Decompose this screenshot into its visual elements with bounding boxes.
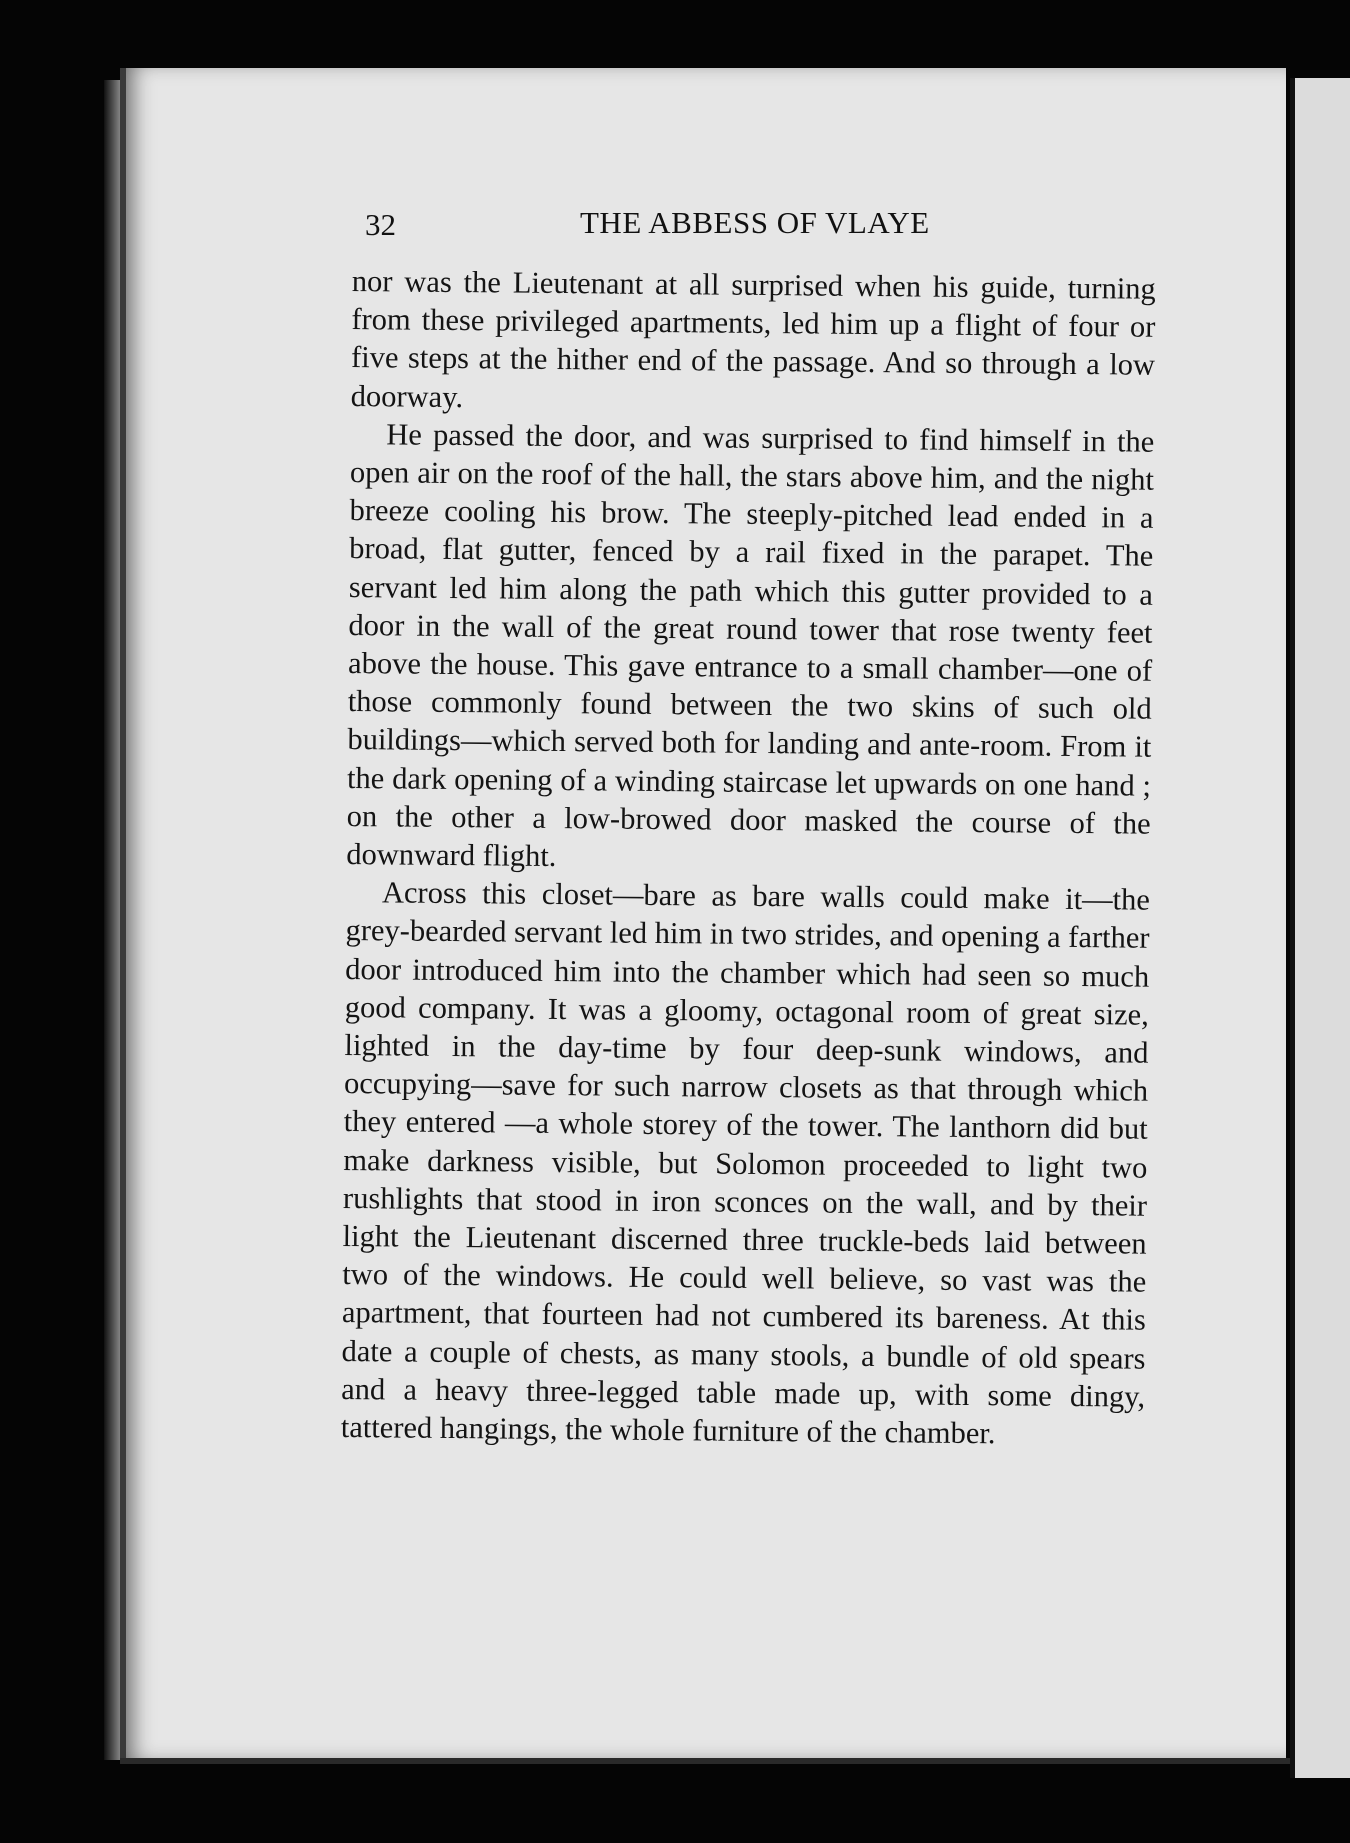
page-bottom-edge [120,1758,1290,1764]
paragraph: Across this closet—bare as bare walls could make it—the grey-bearded servant led him in two strides, and opening a farther door introduced him into the chamber which had seen so much good company. It was a gloomy, octagonal room of great size, lighted in the day-time by four deep-sunk windows, and occupying—save for such narrow closets as that through which they entered —a whole storey of the tower. The lanthorn did but make darkness visible, but Solomon proceeded to light two rushlights that stood in iron sconces on the wall, and by their light the Lieutenant discerned three truckle-beds laid between two of the windows. He could well believe, so vast was the apartment, that fourteen had not cumbered its bareness. At this date a couple of chests, as many stools, a bundle of old spears and a heavy three-legged table made up, with some dingy, tattered hangings, the whole furniture of the chamber. [340,875,1151,1451]
paragraph: He passed the door, and was surprised to find himself in the open air on the roof of the hall, the stars above him, and the night breeze cooling his brow. The steeply-pitched lead ended in a broad, flat gutter, fenced by a rail fixed in the parapet. The servant led him along the path which this gutter provided to a door in the wall of the great round tower that rose twenty feet above the house. This gave entrance to a small chamber—one of those commonly found between the two skins of such old buildings—which served both for landing and ante-room. From it the dark opening of a winding staircase let upwards on one hand ; on the other a low-browed door masked the course of the downward flight. [346,417,1155,874]
page-header [365,205,945,255]
running-title: THE ABBESS OF VLAYE [580,205,930,240]
body-text [341,262,1156,1454]
paragraph-continuation: nor was the Lieutenant at all surprised when his guide, turning from these privileged apartments, led him up a flight of four or five steps at the hither end of the passage. And so through a low doorway. [350,263,1156,414]
facing-page-edge [1290,78,1350,1778]
page-number: 32 [365,207,396,242]
